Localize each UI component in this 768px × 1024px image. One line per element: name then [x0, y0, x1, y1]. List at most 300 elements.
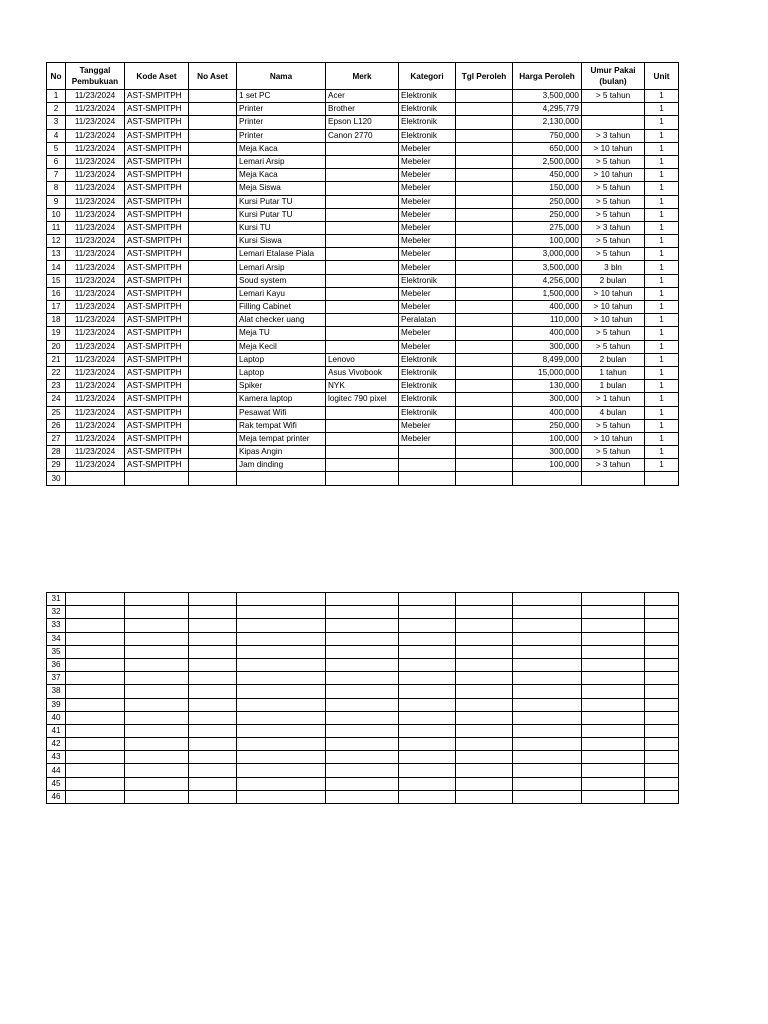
cell-kategori: Mebeler: [399, 142, 456, 155]
table-row: [47, 155, 679, 168]
cell-tgl-peroleh: [456, 248, 513, 261]
cell-merk: [326, 261, 399, 274]
cell-unit: [645, 751, 679, 764]
cell-tgl-peroleh: [456, 221, 513, 234]
cell-kode-aset: [125, 685, 189, 698]
cell-nama: Laptop: [237, 353, 326, 366]
cell-kategori: Mebeler: [399, 155, 456, 168]
cell-no-aset: [189, 672, 237, 685]
cell-no-aset: [189, 340, 237, 353]
cell-kategori: [399, 790, 456, 803]
cell-kategori: [399, 619, 456, 632]
cell-tanggal-pembukuan: [66, 645, 125, 658]
cell-no: 38: [47, 685, 66, 698]
cell-merk: Canon 2770: [326, 129, 399, 142]
cell-unit: 1: [645, 208, 679, 221]
cell-unit: 1: [645, 380, 679, 393]
cell-kode-aset: AST-SMPITPH: [125, 90, 189, 103]
cell-kategori: [399, 672, 456, 685]
cell-tanggal-pembukuan: 11/23/2024: [66, 340, 125, 353]
cell-kode-aset: [125, 632, 189, 645]
cell-no: 7: [47, 169, 66, 182]
cell-no: 13: [47, 248, 66, 261]
cell-tgl-peroleh: [456, 685, 513, 698]
cell-merk: [326, 777, 399, 790]
cell-umur-pakai: [582, 672, 645, 685]
cell-unit: [645, 764, 679, 777]
cell-merk: [326, 698, 399, 711]
cell-kategori: [399, 446, 456, 459]
cell-umur-pakai: [582, 658, 645, 671]
table-row: [47, 393, 679, 406]
cell-kategori: [399, 738, 456, 751]
cell-unit: 1: [645, 419, 679, 432]
cell-umur-pakai: 2 bulan: [582, 353, 645, 366]
cell-tanggal-pembukuan: 11/23/2024: [66, 419, 125, 432]
cell-harga-peroleh: 3,500,000: [513, 261, 582, 274]
cell-harga-peroleh: [513, 724, 582, 737]
cell-umur-pakai: [582, 619, 645, 632]
cell-tgl-peroleh: [456, 380, 513, 393]
cell-nama: Meja Kaca: [237, 169, 326, 182]
cell-tanggal-pembukuan: [66, 658, 125, 671]
cell-merk: [326, 406, 399, 419]
table-row: [47, 619, 679, 632]
cell-no: 16: [47, 287, 66, 300]
cell-harga-peroleh: [513, 711, 582, 724]
cell-no: 5: [47, 142, 66, 155]
cell-harga-peroleh: 1,500,000: [513, 287, 582, 300]
cell-tgl-peroleh: [456, 645, 513, 658]
cell-unit: 1: [645, 155, 679, 168]
cell-umur-pakai: > 10 tahun: [582, 432, 645, 445]
cell-tgl-peroleh: [456, 287, 513, 300]
cell-no-aset: [189, 724, 237, 737]
cell-merk: NYK: [326, 380, 399, 393]
cell-merk: Epson L120: [326, 116, 399, 129]
cell-kode-aset: AST-SMPITPH: [125, 248, 189, 261]
cell-kode-aset: AST-SMPITPH: [125, 129, 189, 142]
col-header-kategori: Kategori: [399, 63, 456, 90]
cell-merk: [326, 738, 399, 751]
cell-no: 30: [47, 472, 66, 485]
cell-kategori: [399, 711, 456, 724]
empty-rows-table: [46, 592, 679, 804]
cell-merk: [326, 221, 399, 234]
cell-harga-peroleh: 300,000: [513, 340, 582, 353]
cell-no-aset: [189, 406, 237, 419]
cell-unit: [645, 632, 679, 645]
cell-tgl-peroleh: [456, 738, 513, 751]
cell-merk: [326, 472, 399, 485]
cell-kategori: [399, 698, 456, 711]
cell-harga-peroleh: [513, 698, 582, 711]
cell-tanggal-pembukuan: [66, 777, 125, 790]
cell-nama: Lemari Arsip: [237, 155, 326, 168]
cell-harga-peroleh: 100,000: [513, 459, 582, 472]
table-row: [47, 764, 679, 777]
cell-no-aset: [189, 155, 237, 168]
cell-tanggal-pembukuan: [66, 790, 125, 803]
cell-no-aset: [189, 248, 237, 261]
col-header-tgl-peroleh: Tgl Peroleh: [456, 63, 513, 90]
cell-tanggal-pembukuan: 11/23/2024: [66, 169, 125, 182]
col-header-tanggal-pembukuan: Tanggal Pembukuan: [66, 63, 125, 90]
cell-harga-peroleh: 300,000: [513, 393, 582, 406]
cell-merk: [326, 619, 399, 632]
table-row: [47, 777, 679, 790]
cell-nama: [237, 472, 326, 485]
cell-tanggal-pembukuan: [66, 619, 125, 632]
cell-kategori: [399, 751, 456, 764]
cell-no: 36: [47, 658, 66, 671]
cell-no-aset: [189, 287, 237, 300]
cell-tgl-peroleh: [456, 340, 513, 353]
cell-no-aset: [189, 366, 237, 379]
table-row: [47, 632, 679, 645]
cell-harga-peroleh: [513, 606, 582, 619]
cell-kategori: [399, 472, 456, 485]
cell-nama: Kipas Angin: [237, 446, 326, 459]
cell-tanggal-pembukuan: [66, 764, 125, 777]
cell-nama: [237, 698, 326, 711]
cell-umur-pakai: [582, 764, 645, 777]
table-row: [47, 593, 679, 606]
cell-kategori: [399, 764, 456, 777]
cell-merk: Lenovo: [326, 353, 399, 366]
cell-nama: Printer: [237, 129, 326, 142]
asset-table-body: [47, 90, 679, 486]
cell-no-aset: [189, 790, 237, 803]
cell-nama: Soud system: [237, 274, 326, 287]
cell-unit: [645, 593, 679, 606]
cell-no: 32: [47, 606, 66, 619]
cell-unit: 1: [645, 116, 679, 129]
cell-kode-aset: AST-SMPITPH: [125, 327, 189, 340]
cell-no: 39: [47, 698, 66, 711]
cell-kode-aset: [125, 472, 189, 485]
cell-umur-pakai: > 5 tahun: [582, 235, 645, 248]
table-row: [47, 406, 679, 419]
cell-no: 41: [47, 724, 66, 737]
cell-no: 9: [47, 195, 66, 208]
cell-kode-aset: AST-SMPITPH: [125, 221, 189, 234]
cell-tanggal-pembukuan: 11/23/2024: [66, 261, 125, 274]
cell-nama: [237, 738, 326, 751]
cell-no: 37: [47, 672, 66, 685]
table-row: [47, 380, 679, 393]
cell-tgl-peroleh: [456, 261, 513, 274]
cell-no-aset: [189, 182, 237, 195]
cell-tanggal-pembukuan: 11/23/2024: [66, 366, 125, 379]
cell-unit: 1: [645, 90, 679, 103]
cell-harga-peroleh: 400,000: [513, 327, 582, 340]
cell-nama: [237, 724, 326, 737]
cell-tgl-peroleh: [456, 182, 513, 195]
cell-nama: Kursi Putar TU: [237, 208, 326, 221]
cell-no-aset: [189, 103, 237, 116]
cell-kode-aset: AST-SMPITPH: [125, 142, 189, 155]
cell-unit: [645, 777, 679, 790]
cell-umur-pakai: > 5 tahun: [582, 419, 645, 432]
col-header-nama: Nama: [237, 63, 326, 90]
cell-harga-peroleh: 100,000: [513, 235, 582, 248]
cell-no-aset: [189, 711, 237, 724]
col-header-umur-pakai: Umur Pakai (bulan): [582, 63, 645, 90]
cell-harga-peroleh: [513, 619, 582, 632]
cell-kode-aset: AST-SMPITPH: [125, 380, 189, 393]
cell-no-aset: [189, 459, 237, 472]
cell-tgl-peroleh: [456, 619, 513, 632]
cell-no: 21: [47, 353, 66, 366]
cell-no: 35: [47, 645, 66, 658]
cell-nama: Kursi TU: [237, 221, 326, 234]
cell-merk: [326, 658, 399, 671]
cell-tgl-peroleh: [456, 103, 513, 116]
cell-kode-aset: [125, 777, 189, 790]
cell-no: 2: [47, 103, 66, 116]
cell-umur-pakai: > 5 tahun: [582, 340, 645, 353]
table-row: [47, 606, 679, 619]
cell-unit: 1: [645, 301, 679, 314]
cell-no-aset: [189, 606, 237, 619]
cell-kode-aset: [125, 711, 189, 724]
cell-umur-pakai: [582, 472, 645, 485]
cell-kode-aset: [125, 672, 189, 685]
cell-nama: Meja Kecil: [237, 340, 326, 353]
cell-no-aset: [189, 208, 237, 221]
cell-nama: [237, 751, 326, 764]
cell-nama: Printer: [237, 103, 326, 116]
cell-no: 44: [47, 764, 66, 777]
table-row: [47, 738, 679, 751]
cell-merk: [326, 685, 399, 698]
cell-harga-peroleh: 650,000: [513, 142, 582, 155]
cell-nama: Lemari Arsip: [237, 261, 326, 274]
cell-tgl-peroleh: [456, 724, 513, 737]
cell-nama: [237, 672, 326, 685]
cell-no: 12: [47, 235, 66, 248]
cell-harga-peroleh: 2,130,000: [513, 116, 582, 129]
cell-no: 10: [47, 208, 66, 221]
table-row: [47, 645, 679, 658]
cell-merk: [326, 182, 399, 195]
cell-tgl-peroleh: [456, 366, 513, 379]
cell-no-aset: [189, 777, 237, 790]
cell-merk: Asus Vivobook: [326, 366, 399, 379]
cell-nama: [237, 790, 326, 803]
cell-unit: 1: [645, 261, 679, 274]
cell-no: 33: [47, 619, 66, 632]
cell-umur-pakai: [582, 103, 645, 116]
cell-harga-peroleh: [513, 764, 582, 777]
cell-no-aset: [189, 593, 237, 606]
cell-merk: [326, 446, 399, 459]
cell-unit: [645, 738, 679, 751]
cell-tanggal-pembukuan: 11/23/2024: [66, 380, 125, 393]
table-row: [47, 366, 679, 379]
cell-no: 25: [47, 406, 66, 419]
cell-tanggal-pembukuan: 11/23/2024: [66, 248, 125, 261]
cell-kode-aset: AST-SMPITPH: [125, 301, 189, 314]
cell-no: 23: [47, 380, 66, 393]
cell-harga-peroleh: [513, 632, 582, 645]
cell-tgl-peroleh: [456, 764, 513, 777]
cell-umur-pakai: > 5 tahun: [582, 446, 645, 459]
cell-nama: Meja TU: [237, 327, 326, 340]
cell-harga-peroleh: [513, 790, 582, 803]
cell-no-aset: [189, 169, 237, 182]
cell-tanggal-pembukuan: 11/23/2024: [66, 208, 125, 221]
cell-umur-pakai: > 3 tahun: [582, 221, 645, 234]
cell-kategori: [399, 658, 456, 671]
cell-umur-pakai: > 10 tahun: [582, 287, 645, 300]
col-header-no-aset: No Aset: [189, 63, 237, 90]
cell-kode-aset: AST-SMPITPH: [125, 446, 189, 459]
cell-tanggal-pembukuan: 11/23/2024: [66, 274, 125, 287]
cell-no: 28: [47, 446, 66, 459]
cell-merk: [326, 751, 399, 764]
cell-no-aset: [189, 685, 237, 698]
cell-kategori: Elektronik: [399, 406, 456, 419]
cell-unit: 1: [645, 446, 679, 459]
cell-kode-aset: AST-SMPITPH: [125, 155, 189, 168]
cell-umur-pakai: 4 bulan: [582, 406, 645, 419]
cell-no-aset: [189, 274, 237, 287]
cell-harga-peroleh: [513, 645, 582, 658]
cell-umur-pakai: > 5 tahun: [582, 327, 645, 340]
cell-harga-peroleh: 15,000,000: [513, 366, 582, 379]
cell-merk: [326, 340, 399, 353]
cell-umur-pakai: [582, 790, 645, 803]
cell-merk: [326, 142, 399, 155]
cell-merk: [326, 301, 399, 314]
cell-nama: Alat checker uang: [237, 314, 326, 327]
cell-unit: 1: [645, 287, 679, 300]
cell-harga-peroleh: 300,000: [513, 446, 582, 459]
table-row: [47, 248, 679, 261]
cell-merk: [326, 235, 399, 248]
table-row: [47, 169, 679, 182]
empty-rows-body: [47, 593, 679, 804]
cell-no: 1: [47, 90, 66, 103]
cell-tgl-peroleh: [456, 432, 513, 445]
cell-merk: [326, 632, 399, 645]
cell-unit: 1: [645, 327, 679, 340]
cell-harga-peroleh: 3,500,000: [513, 90, 582, 103]
cell-tgl-peroleh: [456, 790, 513, 803]
cell-nama: [237, 632, 326, 645]
cell-kode-aset: AST-SMPITPH: [125, 195, 189, 208]
cell-umur-pakai: 2 bulan: [582, 274, 645, 287]
cell-tgl-peroleh: [456, 632, 513, 645]
cell-harga-peroleh: [513, 593, 582, 606]
cell-kategori: [399, 777, 456, 790]
cell-merk: [326, 645, 399, 658]
cell-kategori: Peralatan: [399, 314, 456, 327]
cell-harga-peroleh: 3,000,000: [513, 248, 582, 261]
cell-nama: Lemari Kayu: [237, 287, 326, 300]
cell-kode-aset: AST-SMPITPH: [125, 432, 189, 445]
cell-harga-peroleh: 400,000: [513, 406, 582, 419]
cell-tanggal-pembukuan: 11/23/2024: [66, 129, 125, 142]
cell-umur-pakai: > 10 tahun: [582, 314, 645, 327]
cell-kode-aset: AST-SMPITPH: [125, 419, 189, 432]
cell-no: 27: [47, 432, 66, 445]
cell-unit: [645, 724, 679, 737]
cell-no-aset: [189, 327, 237, 340]
cell-kategori: Mebeler: [399, 195, 456, 208]
col-header-unit: Unit: [645, 63, 679, 90]
header-row: [47, 63, 679, 90]
cell-kategori: Mebeler: [399, 419, 456, 432]
cell-no-aset: [189, 764, 237, 777]
cell-kategori: Mebeler: [399, 221, 456, 234]
cell-kode-aset: [125, 790, 189, 803]
cell-merk: [326, 155, 399, 168]
cell-harga-peroleh: [513, 672, 582, 685]
cell-nama: [237, 645, 326, 658]
cell-merk: [326, 314, 399, 327]
cell-kategori: Elektronik: [399, 353, 456, 366]
cell-nama: Pesawat Wifi: [237, 406, 326, 419]
cell-tanggal-pembukuan: 11/23/2024: [66, 353, 125, 366]
cell-kode-aset: AST-SMPITPH: [125, 340, 189, 353]
cell-no: 40: [47, 711, 66, 724]
cell-kategori: [399, 593, 456, 606]
cell-tanggal-pembukuan: [66, 698, 125, 711]
cell-no-aset: [189, 446, 237, 459]
cell-tanggal-pembukuan: [66, 593, 125, 606]
cell-umur-pakai: [582, 116, 645, 129]
cell-umur-pakai: [582, 751, 645, 764]
cell-unit: 1: [645, 103, 679, 116]
cell-kode-aset: AST-SMPITPH: [125, 116, 189, 129]
cell-unit: 1: [645, 274, 679, 287]
cell-tanggal-pembukuan: 11/23/2024: [66, 406, 125, 419]
cell-tgl-peroleh: [456, 472, 513, 485]
cell-kode-aset: AST-SMPITPH: [125, 459, 189, 472]
cell-tanggal-pembukuan: 11/23/2024: [66, 90, 125, 103]
cell-no: 3: [47, 116, 66, 129]
cell-nama: [237, 711, 326, 724]
cell-umur-pakai: [582, 685, 645, 698]
cell-merk: [326, 764, 399, 777]
cell-tanggal-pembukuan: [66, 724, 125, 737]
cell-kategori: Elektronik: [399, 103, 456, 116]
cell-no-aset: [189, 129, 237, 142]
cell-kode-aset: AST-SMPITPH: [125, 169, 189, 182]
cell-umur-pakai: > 5 tahun: [582, 208, 645, 221]
cell-kategori: Mebeler: [399, 208, 456, 221]
cell-no: 24: [47, 393, 66, 406]
cell-merk: [326, 327, 399, 340]
cell-kategori: Mebeler: [399, 261, 456, 274]
cell-kode-aset: AST-SMPITPH: [125, 103, 189, 116]
cell-merk: [326, 287, 399, 300]
cell-unit: 1: [645, 195, 679, 208]
cell-tgl-peroleh: [456, 446, 513, 459]
cell-no: 45: [47, 777, 66, 790]
cell-unit: [645, 698, 679, 711]
cell-no: 19: [47, 327, 66, 340]
cell-harga-peroleh: [513, 472, 582, 485]
cell-kategori: Elektronik: [399, 129, 456, 142]
cell-no: 15: [47, 274, 66, 287]
cell-tanggal-pembukuan: 11/23/2024: [66, 195, 125, 208]
cell-umur-pakai: > 10 tahun: [582, 169, 645, 182]
cell-umur-pakai: [582, 724, 645, 737]
